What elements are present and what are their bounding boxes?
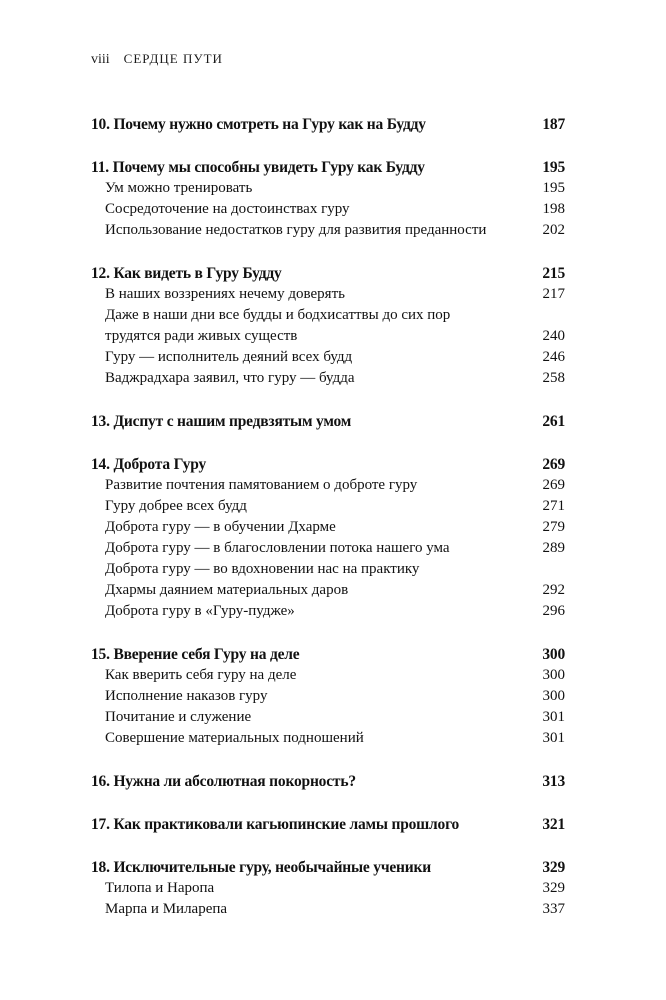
toc-chapter	[91, 814, 565, 835]
section-title: трудятся ради живых существ	[105, 328, 298, 344]
section-entry[interactable]	[91, 368, 565, 389]
chapter-heading[interactable]	[91, 857, 565, 878]
section-title-line: Даже в наши дни все будды и бодхисаттвы до сих пор	[105, 307, 451, 323]
toc-chapter	[91, 263, 565, 389]
section-entry[interactable]	[91, 601, 565, 622]
toc-chapter	[91, 644, 565, 749]
section-entry[interactable]	[91, 580, 565, 601]
section-title: Тилопа и Наропа	[105, 880, 215, 896]
section-title: Доброта гуру — в обучении Дхарме	[105, 519, 336, 535]
section-title: Дхармы даянием материальных даров	[105, 582, 349, 598]
section-page-number: 202	[542, 222, 565, 238]
section-page-number: 258	[542, 370, 565, 386]
chapter-title: 12. Как видеть в Гуру Будду	[91, 265, 282, 282]
section-page-number: 269	[542, 477, 565, 493]
section-entry[interactable]	[91, 199, 565, 220]
section-page-number: 217	[542, 286, 565, 302]
chapter-title: 10. Почему нужно смотреть на Гуру как на Будду	[91, 116, 426, 133]
chapter-heading[interactable]	[91, 644, 565, 665]
section-entry[interactable]	[91, 326, 565, 347]
chapter-heading[interactable]	[91, 771, 565, 792]
chapter-heading[interactable]	[91, 814, 565, 835]
section-title: Ваджрадхара заявил, что гуру — будда	[105, 370, 355, 386]
chapter-heading[interactable]	[91, 263, 565, 284]
section-page-number: 198	[542, 201, 565, 217]
section-title: Гуру — исполнитель деяний всех будд	[105, 349, 353, 365]
section-entry[interactable]	[91, 284, 565, 305]
section-title: В наших воззрениях нечему доверять	[105, 286, 345, 302]
section-entry[interactable]	[91, 686, 565, 707]
section-entry[interactable]	[91, 878, 565, 899]
section-entry[interactable]	[91, 728, 565, 749]
section-page-number: 292	[542, 582, 565, 598]
section-page-number: 300	[542, 688, 565, 704]
chapter-heading[interactable]	[91, 411, 565, 432]
section-entry[interactable]	[91, 220, 565, 241]
section-title: Гуру добрее всех будд	[105, 498, 247, 514]
section-page-number: 271	[542, 498, 565, 514]
chapter-page-number: 321	[542, 816, 565, 833]
chapter-page-number: 215	[542, 265, 565, 282]
chapter-title: 15. Вверение себя Гуру на деле	[91, 646, 300, 663]
section-title: Исполнение наказов гуру	[105, 688, 268, 704]
toc-chapter	[91, 157, 565, 241]
section-entry[interactable]	[91, 347, 565, 368]
section-title: Развитие почтения памятованием о доброте гуру	[105, 477, 418, 493]
running-header	[91, 51, 223, 68]
book-title: СЕРДЦЕ ПУТИ	[123, 51, 223, 66]
section-entry[interactable]	[91, 899, 565, 920]
section-title: Ум можно тренировать	[105, 180, 253, 196]
section-title: Марпа и Миларепа	[105, 901, 228, 917]
section-page-number: 246	[542, 349, 565, 365]
chapter-heading[interactable]	[91, 157, 565, 178]
section-title: Почитание и служение	[105, 709, 252, 725]
section-entry[interactable]	[91, 665, 565, 686]
chapter-page-number: 300	[542, 646, 565, 663]
section-title: Сосредоточение на достоинствах гуру	[105, 201, 350, 217]
section-title: Совершение материальных подношений	[105, 730, 364, 746]
section-entry[interactable]	[91, 538, 565, 559]
section-page-number: 329	[542, 880, 565, 896]
toc-chapter	[91, 454, 565, 622]
chapter-page-number: 195	[542, 159, 565, 176]
section-page-number: 337	[542, 901, 565, 917]
chapter-page-number: 261	[542, 413, 565, 430]
chapter-page-number: 313	[542, 773, 565, 790]
section-page-number: 195	[542, 180, 565, 196]
section-title: Доброта гуру в «Гуру-пудже»	[105, 603, 295, 619]
section-entry[interactable]	[91, 178, 565, 199]
section-title-line: Доброта гуру — во вдохновении нас на практику	[105, 561, 420, 577]
chapter-heading[interactable]	[91, 114, 565, 135]
chapter-title: 18. Исключительные гуру, необычайные ученики	[91, 859, 431, 876]
chapter-title: 13. Диспут с нашим предвзятым умом	[91, 413, 352, 430]
section-entry[interactable]	[91, 517, 565, 538]
page-number: viii	[91, 52, 110, 67]
section-title: Как вверить себя гуру на деле	[105, 667, 297, 683]
chapter-title: 11. Почему мы способны увидеть Гуру как Будду	[91, 159, 425, 176]
toc-chapter	[91, 857, 565, 920]
section-page-number: 301	[542, 709, 565, 725]
chapter-page-number: 269	[542, 456, 565, 473]
section-page-number: 279	[542, 519, 565, 535]
toc-chapter	[91, 771, 565, 792]
chapter-page-number: 329	[542, 859, 565, 876]
section-page-number: 296	[542, 603, 565, 619]
section-page-number: 289	[542, 540, 565, 556]
section-entry[interactable]	[91, 496, 565, 517]
chapter-title: 14. Доброта Гуру	[91, 456, 206, 473]
chapter-heading[interactable]	[91, 454, 565, 475]
section-page-number: 301	[542, 730, 565, 746]
toc-chapter	[91, 411, 565, 432]
section-title: Использование недостатков гуру для развития преданности	[105, 222, 487, 238]
section-page-number: 300	[542, 667, 565, 683]
chapter-title: 17. Как практиковали кагьюпинские ламы прошлого	[91, 816, 460, 833]
section-entry[interactable]	[91, 475, 565, 496]
table-of-contents	[91, 114, 565, 942]
chapter-page-number: 187	[542, 116, 565, 133]
section-title: Доброта гуру — в благословлении потока нашего ума	[105, 540, 450, 556]
section-page-number: 240	[542, 328, 565, 344]
toc-chapter	[91, 114, 565, 135]
section-entry[interactable]	[91, 707, 565, 728]
chapter-title: 16. Нужна ли абсолютная покорность?	[91, 773, 356, 790]
